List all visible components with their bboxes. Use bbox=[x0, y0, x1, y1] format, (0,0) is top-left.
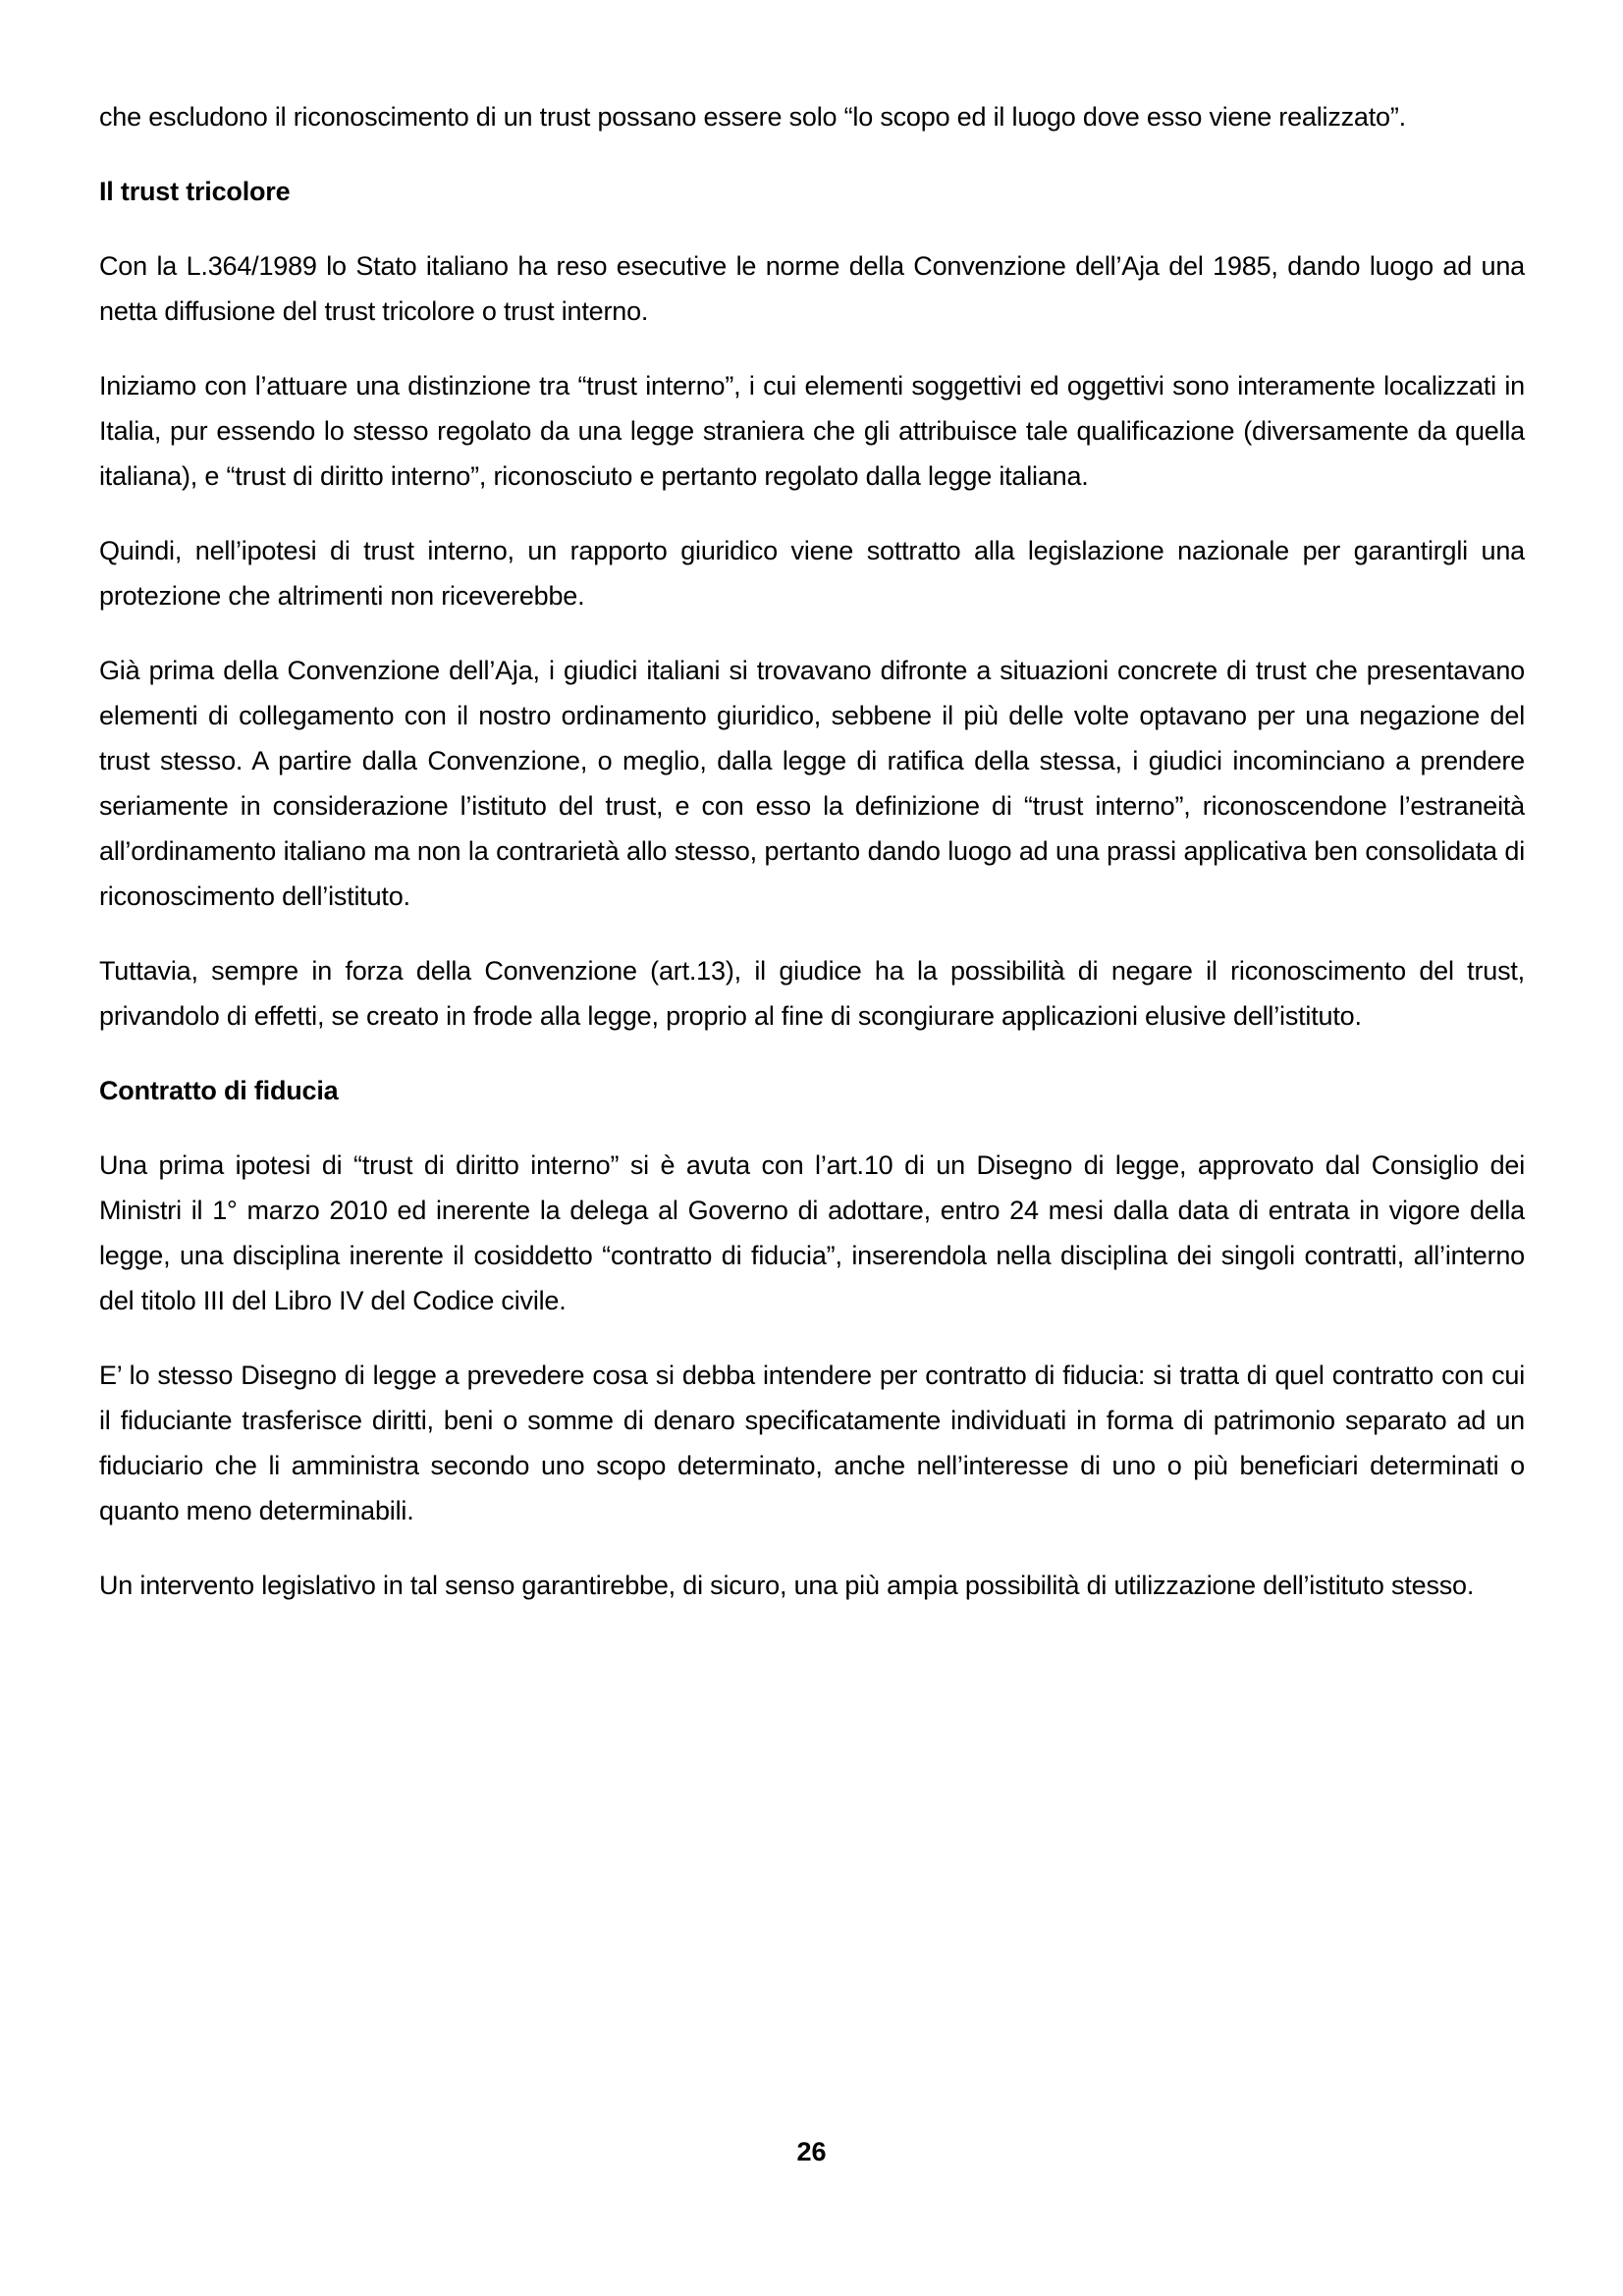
document-page bbox=[99, 94, 1525, 1637]
heading-contratto-di-fiducia: Contratto di fiducia bbox=[99, 1076, 339, 1105]
paragraph-art-10: Una prima ipotesi di “trust di diritto interno” si è avuta con l’art.10 di un Disegno di legge, approvato dal Consiglio dei Ministri il 1° marzo 2010 ed inerente la delega al Governo di adottare, entro 24 mesi dalla data di entrata in vigore della legge, una disciplina inerente il cosiddetto “contratto di fiducia”, inserendola nella disciplina dei singoli contratti, all’interno del titolo III del Libro IV del Codice civile. bbox=[99, 1150, 1525, 1315]
paragraph-law-364-1989: Con la L.364/1989 lo Stato italiano ha reso esecutive le norme della Convenzione dell’Aja del 1985, dando luogo ad una netta diffusione del trust tricolore o trust interno. bbox=[99, 251, 1525, 326]
heading-trust-tricolore: Il trust tricolore bbox=[99, 177, 291, 206]
paragraph-art-13: Tuttavia, sempre in forza della Convenzione (art.13), il giudice ha la possibilità di negare il riconoscimento del trust, privandolo di effetti, se creato in frode alla legge, proprio al fine di scongiurare applicazioni elusive dell’istituto. bbox=[99, 956, 1525, 1031]
paragraph-fiducia-definition: E’ lo stesso Disegno di legge a prevedere cosa si debba intendere per contratto di fiducia: si tratta di quel contratto con cui il fiduciante trasferisce diritti, beni o somme di denaro specificatamente individuati in forma di patrimonio separato ad un fiduciario che li amministra secondo uno scopo determinato, anche nell’interesse di uno o più beneficiari determinati o quanto meno determinabili. bbox=[99, 1361, 1525, 1525]
paragraph-convention-scope: che escludono il riconoscimento di un trust possano essere solo “lo scopo ed il luogo dove esso viene realizzato”. bbox=[99, 102, 1406, 132]
paragraph-italian-judges: Già prima della Convenzione dell’Aja, i giudici italiani si trovavano difronte a situazioni concrete di trust che presentavano elementi di collegamento con il nostro ordinamento giuridico, sebbene il più delle volte optavano per una negazione del trust stesso. A partire dalla Convenzione, o meglio, dalla legge di ratifica della stessa, i giudici incominciano a prendere seriamente in considerazione l’istituto del trust, e con esso la definizione di “trust interno”, riconoscendone l’estraneità all’ordinamento italiano ma non la contrarietà allo stesso, pertanto dando luogo ad una prassi applicativa ben consolidata di riconoscimento dell’istituto. bbox=[99, 656, 1525, 911]
paragraph-legislative-intervention: Un intervento legislativo in tal senso garantirebbe, di sicuro, una più ampia possibilità di utilizzazione dell’istituto stesso. bbox=[99, 1571, 1475, 1600]
paragraph-distinction: Iniziamo con l’attuare una distinzione tra “trust interno”, i cui elementi soggettivi ed oggettivi sono interamente localizzati in Italia, pur essendo lo stesso regolato da una legge straniera che gli attribuisce tale qualificazione (diversamente da quella italiana), e “trust di diritto interno”, riconosciuto e pertanto regolato dalla legge italiana. bbox=[99, 371, 1525, 491]
page-number: 26 bbox=[796, 2137, 827, 2166]
paragraph-internal-trust: Quindi, nell’ipotesi di trust interno, un rapporto giuridico viene sottratto alla legislazione nazionale per garantirgli una protezione che altrimenti non riceverebbe. bbox=[99, 536, 1525, 611]
